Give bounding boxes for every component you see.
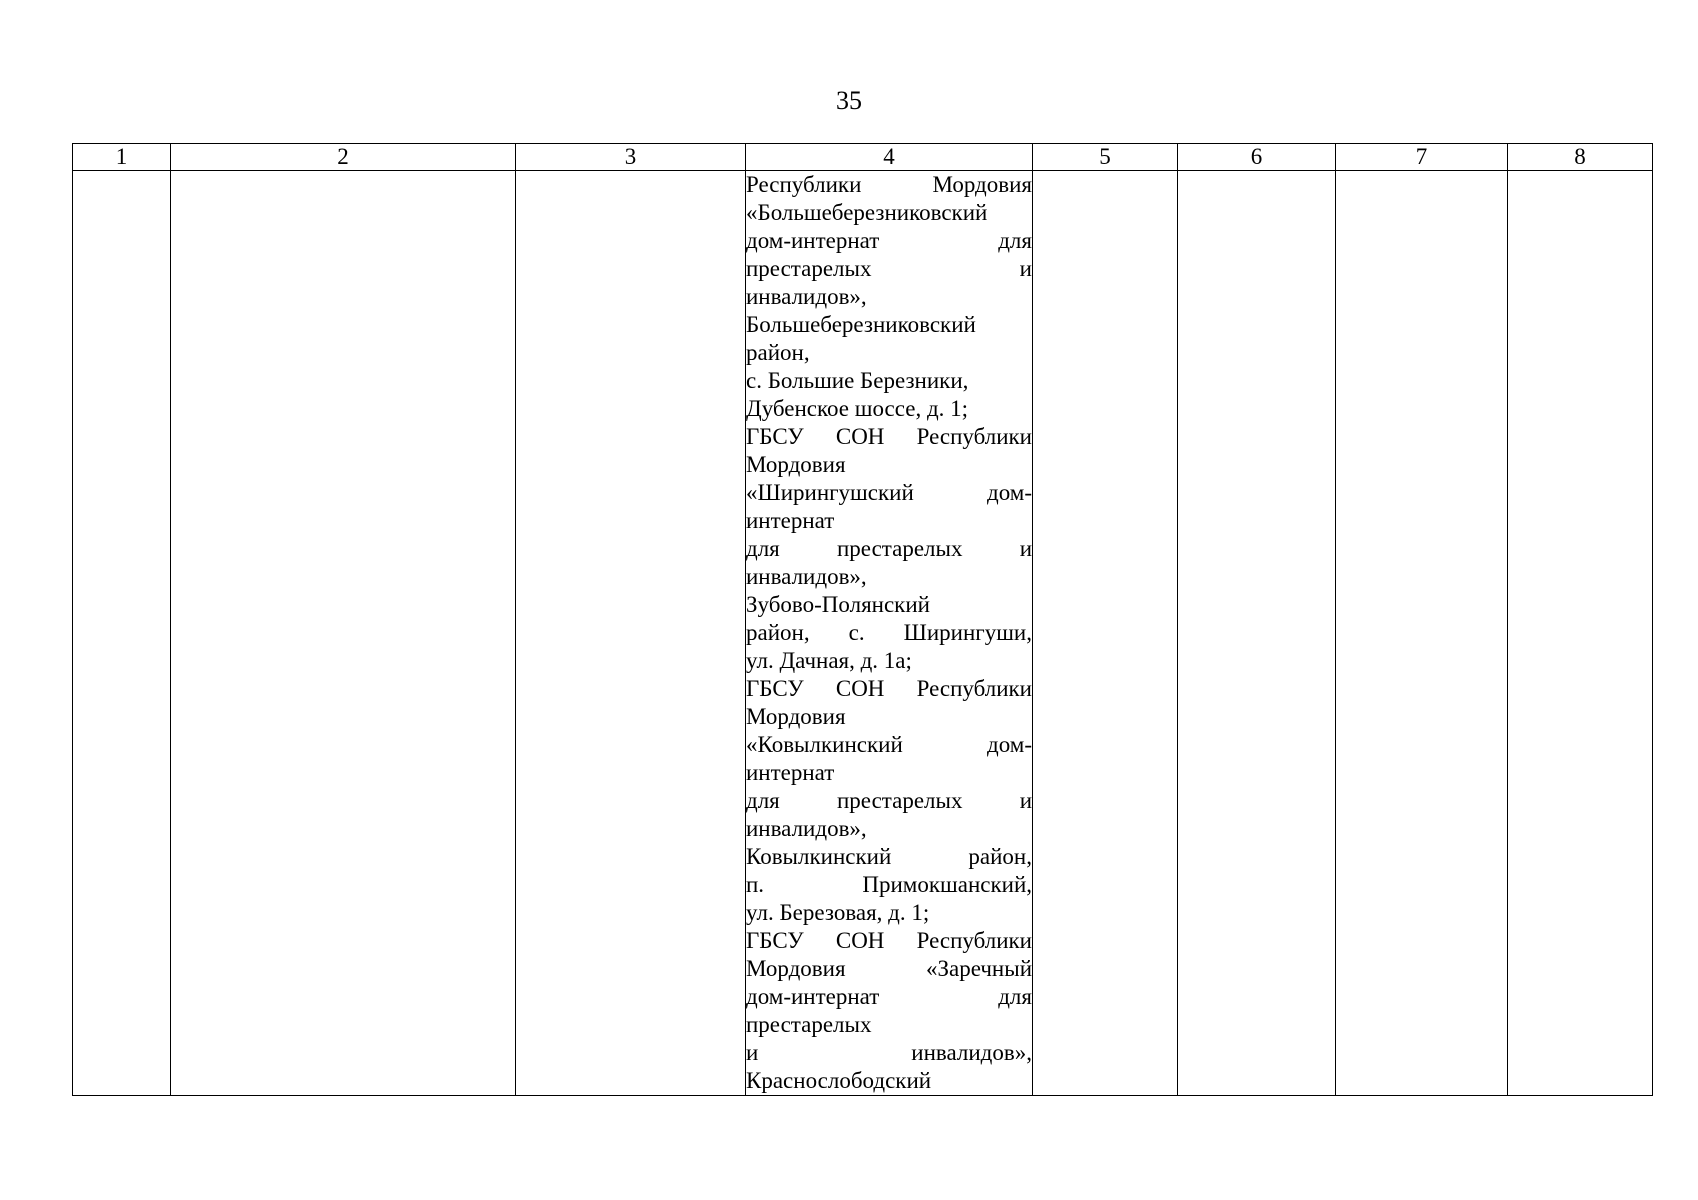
- text-line: интернат: [746, 508, 835, 533]
- text-line: ГБСУ СОН Республики: [746, 928, 1032, 953]
- cell-col-7: [1336, 171, 1508, 1096]
- text-line: район, с. Ширингуши,: [746, 620, 1032, 645]
- column-header-5: 5: [1033, 144, 1178, 171]
- text-line: Мордовия «Заречный: [746, 956, 1032, 981]
- text-line: инвалидов»,: [746, 816, 867, 841]
- table-header-row: [73, 144, 1653, 171]
- text-line: Краснослободский: [746, 1068, 932, 1093]
- column-header-1: 1: [73, 144, 171, 171]
- text-line: «Ширингушский дом-: [746, 480, 1032, 505]
- text-line: ул. Березовая, д. 1;: [746, 900, 930, 925]
- text-line: престарелых и: [746, 256, 1032, 281]
- text-line: для престарелых и: [746, 788, 1032, 813]
- cell-col-2: [171, 171, 516, 1096]
- table-row: [73, 171, 1653, 1096]
- text-line: Мордовия: [746, 452, 846, 477]
- text-line: Мордовия: [746, 704, 846, 729]
- institution-list-text: [746, 171, 1032, 1095]
- page-number: 35: [836, 86, 862, 115]
- cell-col-3: [516, 171, 746, 1096]
- cell-col-4: [746, 171, 1033, 1096]
- text-line: дом-интернат для: [746, 228, 1032, 253]
- text-line: дом-интернат для: [746, 984, 1032, 1009]
- cell-col-1: [73, 171, 171, 1096]
- text-line: с. Большие Березники,: [746, 368, 969, 393]
- cell-col-8: [1508, 171, 1653, 1096]
- column-header-7: 7: [1336, 144, 1508, 171]
- text-line: «Большеберезниковский: [746, 200, 988, 225]
- text-line: «Ковылкинский дом-: [746, 732, 1032, 757]
- cell-col-5: [1033, 171, 1178, 1096]
- column-header-6: 6: [1178, 144, 1336, 171]
- text-line: Большеберезниковский: [746, 312, 976, 337]
- text-line: п. Примокшанский,: [746, 872, 1032, 897]
- document-table: [72, 143, 1653, 1096]
- text-line: Республики Мордовия: [746, 172, 1032, 197]
- text-line: ул. Дачная, д. 1а;: [746, 648, 912, 673]
- column-header-4: 4: [746, 144, 1033, 171]
- column-header-3: 3: [516, 144, 746, 171]
- text-line: Дубенское шоссе, д. 1;: [746, 396, 969, 421]
- text-line: для престарелых и: [746, 536, 1032, 561]
- column-header-2: 2: [171, 144, 516, 171]
- cell-col-6: [1178, 171, 1336, 1096]
- text-line: Зубово-Полянский: [746, 592, 930, 617]
- text-line: инвалидов»,: [746, 564, 867, 589]
- text-line: Ковылкинский район,: [746, 844, 1032, 869]
- text-line: ГБСУ СОН Республики: [746, 676, 1032, 701]
- text-line: район,: [746, 340, 810, 365]
- text-line: инвалидов»,: [746, 284, 867, 309]
- text-line: ГБСУ СОН Республики: [746, 424, 1032, 449]
- text-line: и инвалидов»,: [746, 1040, 1032, 1065]
- text-line: престарелых: [746, 1012, 872, 1037]
- text-line: интернат: [746, 760, 835, 785]
- column-header-8: 8: [1508, 144, 1653, 171]
